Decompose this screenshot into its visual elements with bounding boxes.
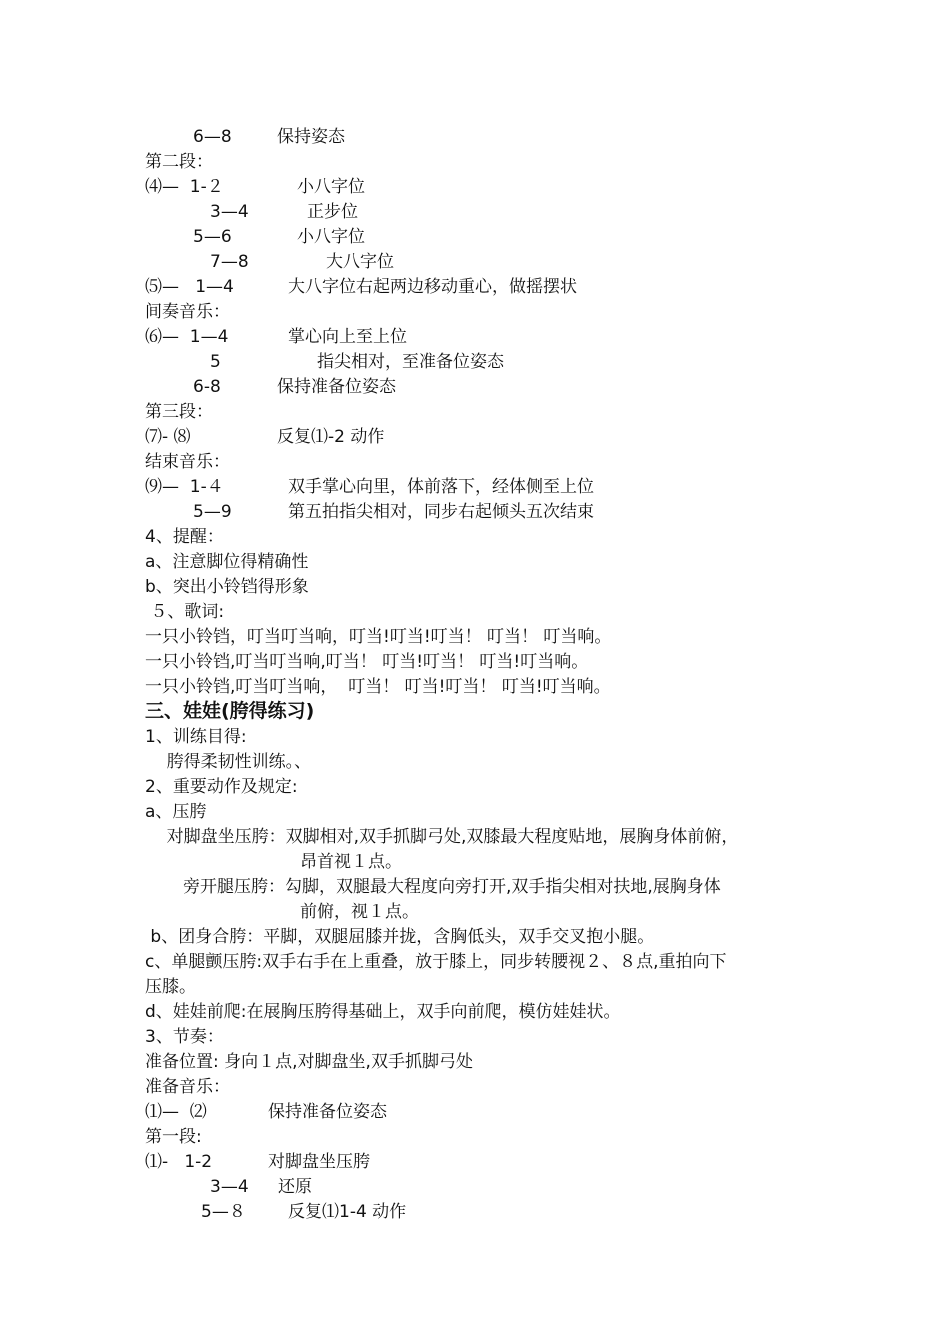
section-label: 第三段：: [145, 402, 213, 422]
beat-count: ⑼— 1-４: [145, 477, 224, 497]
beat-count: 7—8: [210, 252, 249, 272]
movement-text: 反复⑴-2 动作: [277, 427, 385, 447]
movement-text: 正步位: [307, 202, 358, 222]
section-label: 结束音乐：: [145, 452, 230, 472]
beat-count: 5—6: [193, 227, 232, 247]
paragraph: 旁开腿压胯：勾脚，双腿最大程度向旁打开,双手指尖相对扶地,展胸身体: [183, 877, 721, 897]
movement-text: 保持准备位姿态: [268, 1102, 387, 1122]
lyric-line: 一只小铃铛，叮当叮当响，叮当!叮当!叮当！ 叮当！ 叮当响。: [145, 627, 612, 647]
subheading: ５、歌词:: [145, 602, 225, 622]
list-item: d、娃娃前爬:在展胸压胯得基础上，双手向前爬，模仿娃娃状。: [145, 1002, 621, 1022]
beat-count: ⑹— 1—4: [145, 327, 229, 347]
lyric-line: 一只小铃铛,叮当叮当响， 叮当！ 叮当!叮当！ 叮当!叮当响。: [145, 677, 611, 697]
movement-text: 大八字位: [326, 252, 394, 272]
list-item: b、突出小铃铛得形象: [145, 577, 309, 597]
beat-count: 5—9: [193, 502, 232, 522]
beat-count: 6-8: [193, 377, 221, 397]
movement-text: 指尖相对，至准备位姿态: [317, 352, 504, 372]
section-label: 第一段:: [145, 1127, 202, 1147]
paragraph: 昂首视１点。: [300, 852, 402, 872]
subheading: 4、提醒：: [145, 527, 224, 547]
beat-count: ⑸— 1—4: [145, 277, 234, 297]
movement-text: 掌心向上至上位: [288, 327, 407, 347]
section-label: 间奏音乐：: [145, 302, 230, 322]
list-item: a、压胯: [145, 802, 207, 822]
movement-text: 大八字位右起两边移动重心，做摇摆状: [288, 277, 577, 297]
beat-count: 5: [210, 352, 221, 372]
section-heading: 三、娃娃(胯得练习): [145, 700, 315, 722]
beat-count: 5—８: [201, 1202, 246, 1222]
movement-text: 还原: [278, 1177, 312, 1197]
paragraph: 前俯，视１点。: [300, 902, 419, 922]
beat-count: ⑷— 1-２: [145, 177, 224, 197]
movement-text: 双手掌心向里，体前落下，经体侧至上位: [288, 477, 594, 497]
paragraph: 胯得柔韧性训练。、: [145, 752, 312, 772]
movement-text: 小八字位: [297, 177, 365, 197]
movement-text: 反复⑴1-4 动作: [288, 1202, 407, 1222]
movement-text: 小八字位: [297, 227, 365, 247]
beat-count: ⑴— ⑵: [145, 1102, 207, 1122]
section-label: 第二段：: [145, 152, 213, 172]
beat-count: ⑺- ⑻: [145, 427, 191, 447]
movement-text: 对脚盘坐压胯: [268, 1152, 370, 1172]
beat-count: 6—8: [193, 127, 232, 147]
movement-text: 保持姿态: [277, 127, 345, 147]
paragraph: 压膝。: [145, 977, 196, 997]
movement-text: 第五拍指尖相对，同步右起倾头五次结束: [288, 502, 594, 522]
lyric-line: 一只小铃铛,叮当叮当响,叮当！ 叮当!叮当！ 叮当!叮当响。: [145, 652, 589, 672]
list-item: a、注意脚位得精确性: [145, 552, 309, 572]
beat-count: 3—4: [210, 1177, 249, 1197]
subheading: 1、训练目得:: [145, 727, 247, 747]
paragraph: 对脚盘坐压胯：双脚相对,双手抓脚弓处,双膝最大程度贴地，展胸身体前俯，: [145, 827, 739, 847]
beat-count: ⑴- 1-2: [145, 1152, 213, 1172]
list-item: b、团身合胯：平脚，双腿屈膝并拢，含胸低头，双手交叉抱小腿。: [145, 927, 655, 947]
movement-text: 保持准备位姿态: [277, 377, 396, 397]
list-item: c、单腿颤压胯:双手右手在上重叠，放于膝上，同步转腰视２、８点,重拍向下: [145, 952, 727, 972]
paragraph: 准备位置: 身向１点,对脚盘坐,双手抓脚弓处: [145, 1052, 473, 1072]
section-label: 准备音乐：: [145, 1077, 230, 1097]
subheading: 3、节奏：: [145, 1027, 224, 1047]
subheading: 2、重要动作及规定:: [145, 777, 298, 797]
beat-count: 3—4: [210, 202, 249, 222]
